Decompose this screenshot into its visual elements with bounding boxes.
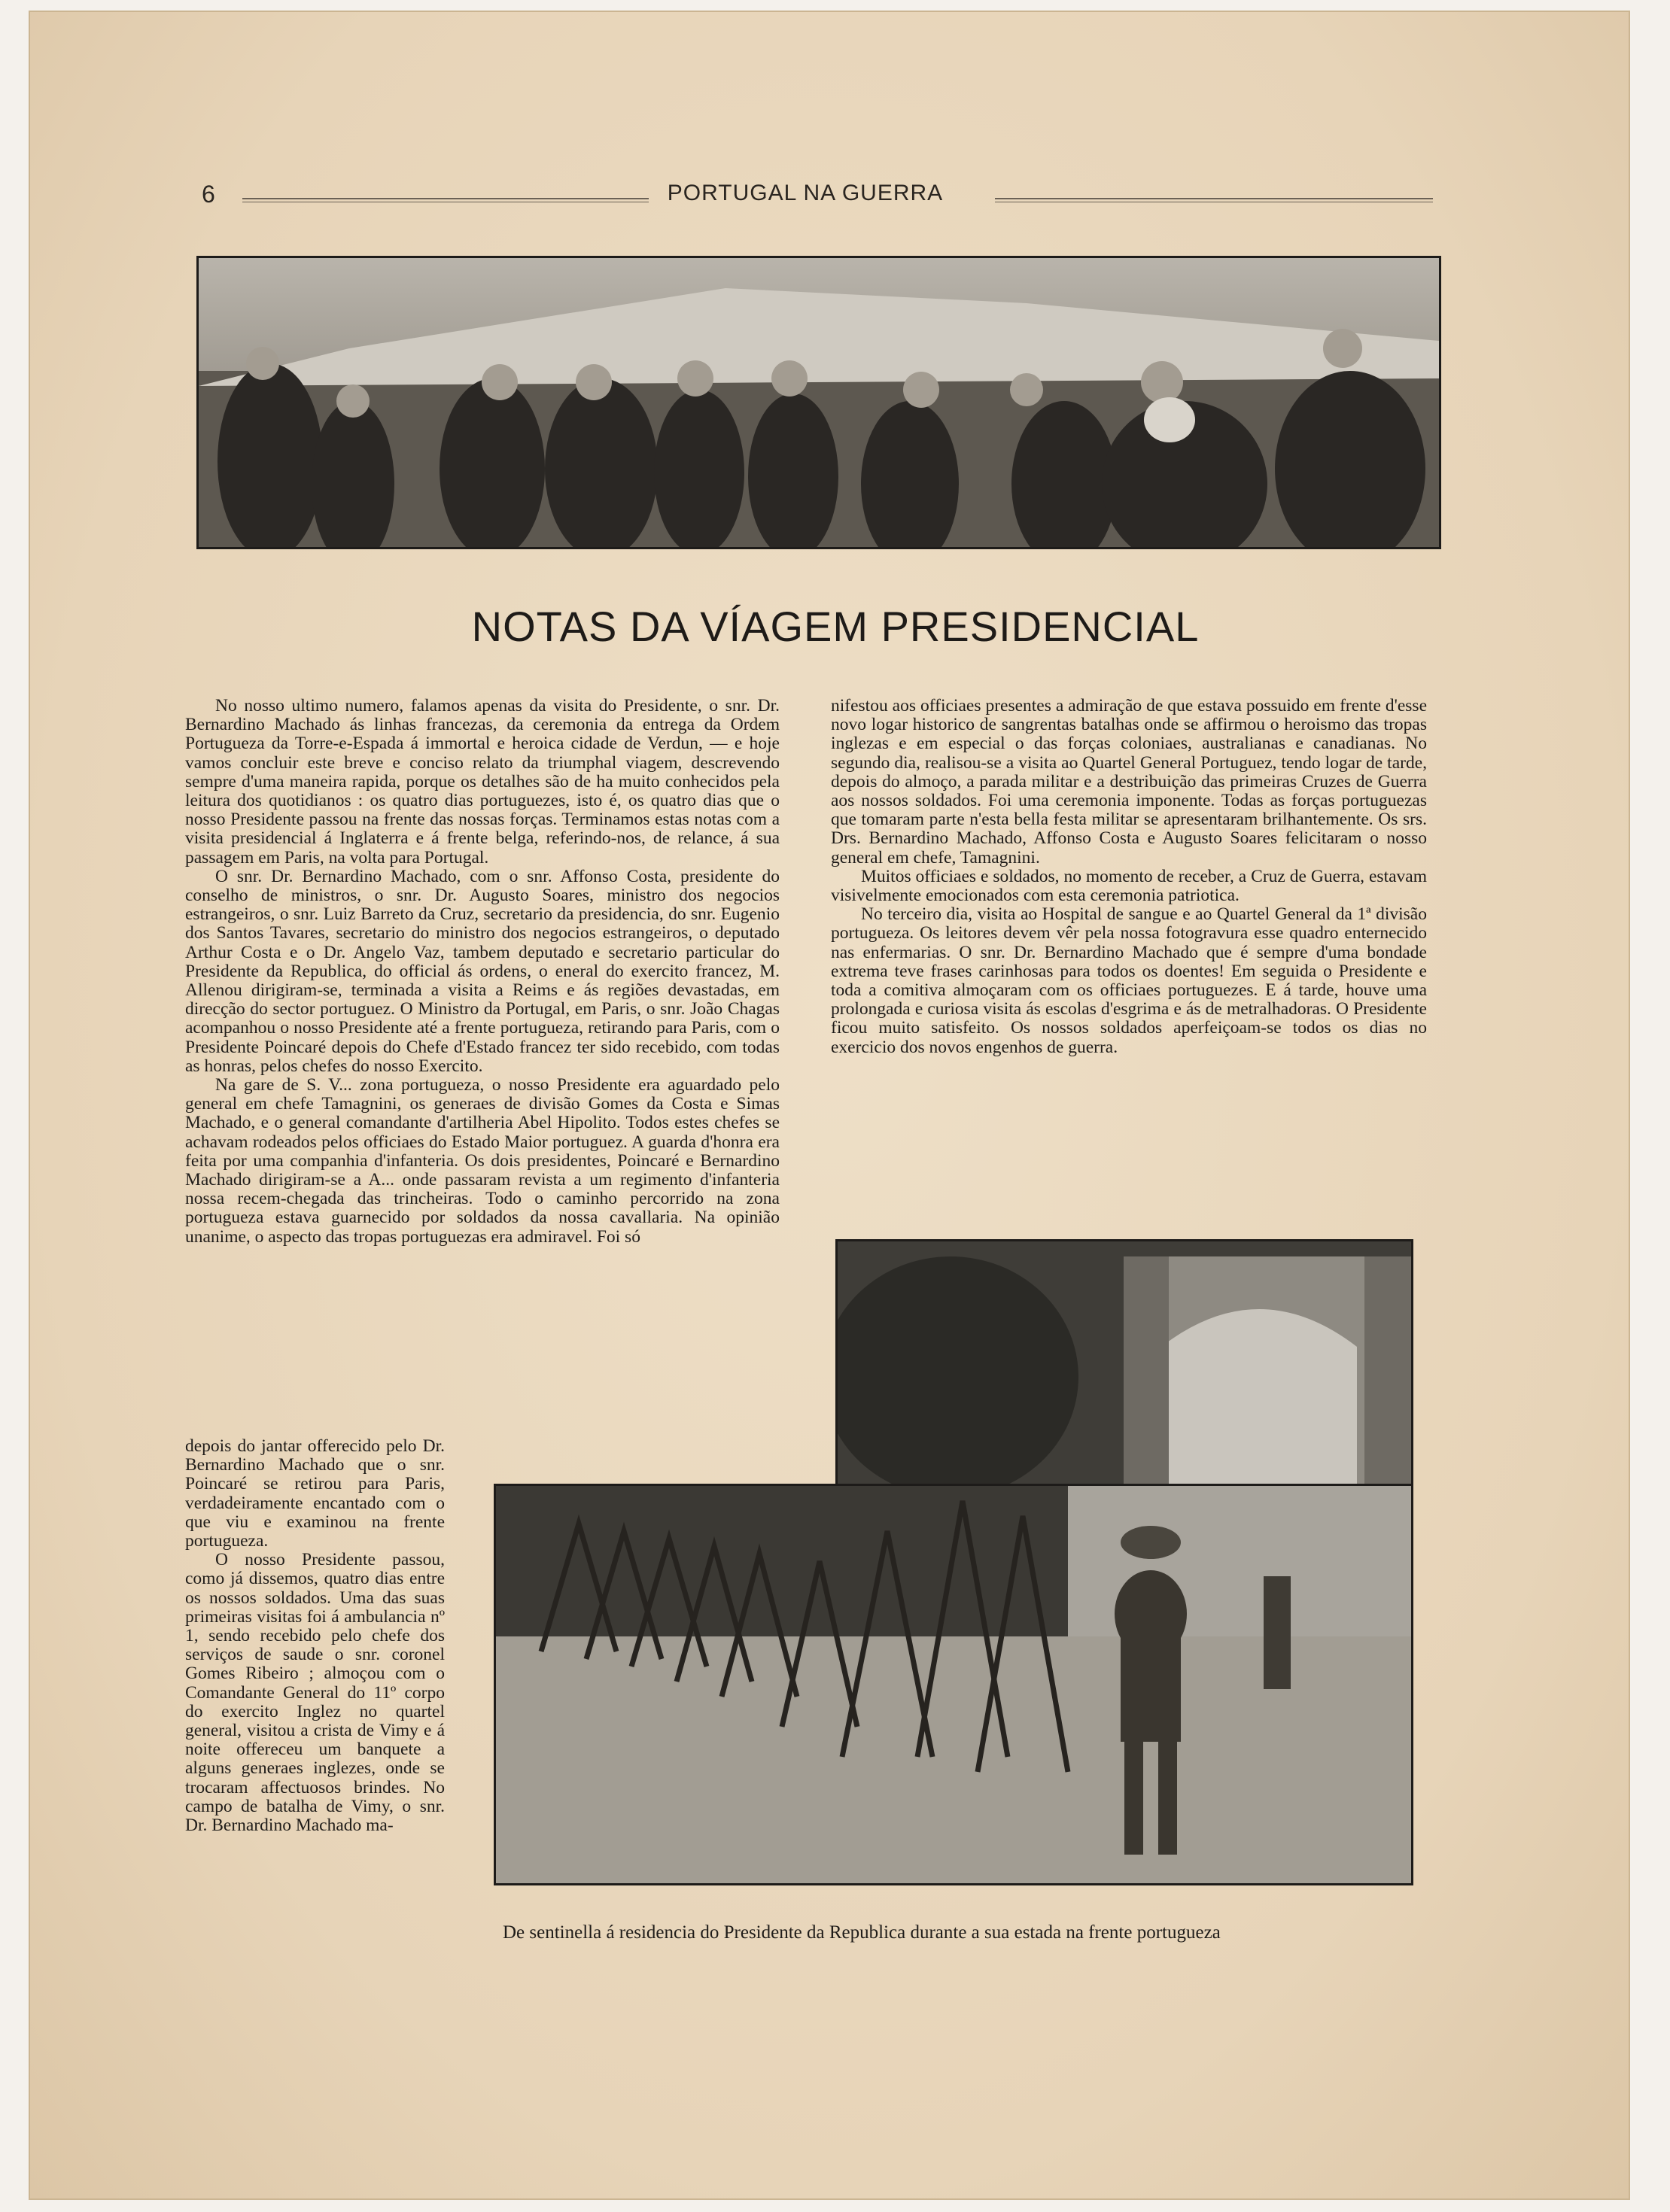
- left-narrow-column: [185, 1437, 445, 1835]
- header-rule-right: [995, 198, 1433, 202]
- paragraph: Na gare de S. V... zona portugueza, o nosso Presidente era aguardado pelo general em chefe Tamagnini, os generaes de divisão Gomes da Costa e Simas Machado, e o general comandante d'artilheria Abel Hipolito. Todos estes chefes se achavam rodeados pelos officiaes do Estado Maior portuguez. A guarda d'honra era feita por uma companhia d'infanteria. Os dois presidentes, Poincaré e Bernardino Machado dirigiram-se a A... onde passaram revista a um regimento d'infanteria nossa recem-chegada das trincheiras. Todo o caminho percorrido na zona portugueza estava guarnecido por soldados da nossa cavallaria. Na opinião unanime, o aspecto das tropas portuguezas era admiravel. Foi só: [185, 1075, 780, 1247]
- paragraph: No nosso ultimo numero, falamos apenas da visita do Presidente, o snr. Dr. Bernardino Machado ás linhas francezas, da ceremonia da entrega da Ordem Portugueza da Torre-e-Espada á immortal e heroica cidade de Verdun, — e hoje vamos concluir este breve e conciso relato da triumphal viagem, descrevendo sempre d'uma maneira rapida, porque os detalhes são de ha muito conhecidos pela leitura dos quotidianos : os quatro dias portuguezes, isto é, os quatro dias que o nosso Presidente passou na frente das nossas forças. Terminamos estas notas com a visita presidencial á Inglaterra e á frente belga, referindo-nos, de relance, á sua passagem em Paris, na volta para Portugal.: [185, 696, 780, 867]
- photo-caption: De sentinella á residencia do Presidente da Republica durante a sua estada na frente portugueza: [503, 1922, 1221, 1943]
- paragraph: No terceiro dia, visita ao Hospital de sangue e ao Quartel General da 1ª divisão portugueza. Os leitores devem vêr pela nossa fotogravura esse quadro enternecido nas enfermarias. O snr. Dr. Bernardino Machado que é sempre d'uma bondade extrema teve frases carinhosas para todos os doentes! Em seguida o Presidente e toda a comitiva almoçaram com os officiaes portuguezes. E á tarde, houve uma prolongada e curiosa visita ás escolas d'esgrima e ás de metralhadoras. O Presidente ficou muito satisfeito. Os nossos soldados aperfeiçoam-se todos os dias no exercicio dos novos engenhos de guerra.: [831, 904, 1427, 1057]
- bottom-photo-lower: [494, 1484, 1413, 1885]
- paragraph: O snr. Dr. Bernardino Machado, com o snr. Affonso Costa, presidente do conselho de ministros, o snr. Dr. Augusto Soares, ministro dos negocios estrangeiros, o snr. Luiz Barreto da Cruz, secretario da presidencia, do snr. Eugenio dos Santos Tavares, secretario do ministro dos negocios estrangeiros, o deputado Arthur Costa e o Dr. Angelo Vaz, tambem deputado e secretario particular do Presidente da Republica, do official ás ordens, o eneral do exercito francez, M. Allenou dirigiram-se, terminada a visita a Reims e ás regiões devastadas, em direcção do sector portuguez. O Ministro da Portugal, em Paris, o snr. João Chagas acompanhou o nosso Presidente até a frente portugueza, retirando para Paris, com o Presidente Poincaré depois do Chefe d'Estado francez ter sido recebido, com todas as honras, pelos chefes do nosso Exercito.: [185, 866, 780, 1076]
- paragraph: nifestou aos officiaes presentes a admiração de que estava possuido em frente d'esse novo logar historico de sangrentas batalhas onde se affirmou o heroismo das tropas inglezas e em especial o das forças coloniaes, australianas e canadianas. No segundo dia, realisou-se a visita ao Quartel General Portuguez, tendo logar de tarde, depois do almoço, a parada militar e a destribuição das primeiras Cruzes de Guerra aos nossos soldados. Foi uma ceremonia imponente. Todas as forças portuguezas que tomaram parte n'esta bella festa militar se apresentaram brilhantemente. Os srs. Drs. Bernardino Machado, Affonso Costa e Augusto Soares felicitaram o nosso general em chefe, Tamagnini.: [831, 696, 1427, 867]
- header-rule-left: [242, 198, 649, 202]
- right-column: [831, 697, 1427, 1057]
- article-title: NOTAS DA VÍAGEM PRESIDENCIAL: [471, 603, 1200, 650]
- running-title: PORTUGAL NA GUERRA: [667, 181, 944, 205]
- page-number: 6: [202, 181, 215, 208]
- left-column: [185, 697, 780, 1247]
- paragraph: depois do jantar offerecido pelo Dr. Bernardino Machado que o snr. Poincaré se retirou para Paris, verdadeiramente encantado com o que viu e examinou na frente portugueza.: [185, 1436, 445, 1551]
- paragraph: O nosso Presidente passou, como já dissemos, quatro dias entre os nossos soldados. Uma das suas primeiras visitas foi á ambulancia nº 1, sendo recebido pelo chefe dos serviços de saude o snr. coronel Gomes Ribeiro ; almoçou com o Comandante General do 11º corpo do exercito Inglez no quartel general, visitou a crista de Vimy e á noite offereceu um banquete a alguns generaes inglezes, onde se trocaram affectuosos brindes. No campo de batalha de Vimy, o snr. Dr. Bernardino Machado ma-: [185, 1550, 445, 1836]
- top-group-photo: [196, 256, 1441, 549]
- bottom-photo-upper: [835, 1239, 1413, 1490]
- paragraph: Muitos officiaes e soldados, no momento de receber, a Cruz de Guerra, estavam visivelmente emocionados com esta ceremonia patriotica.: [831, 866, 1427, 906]
